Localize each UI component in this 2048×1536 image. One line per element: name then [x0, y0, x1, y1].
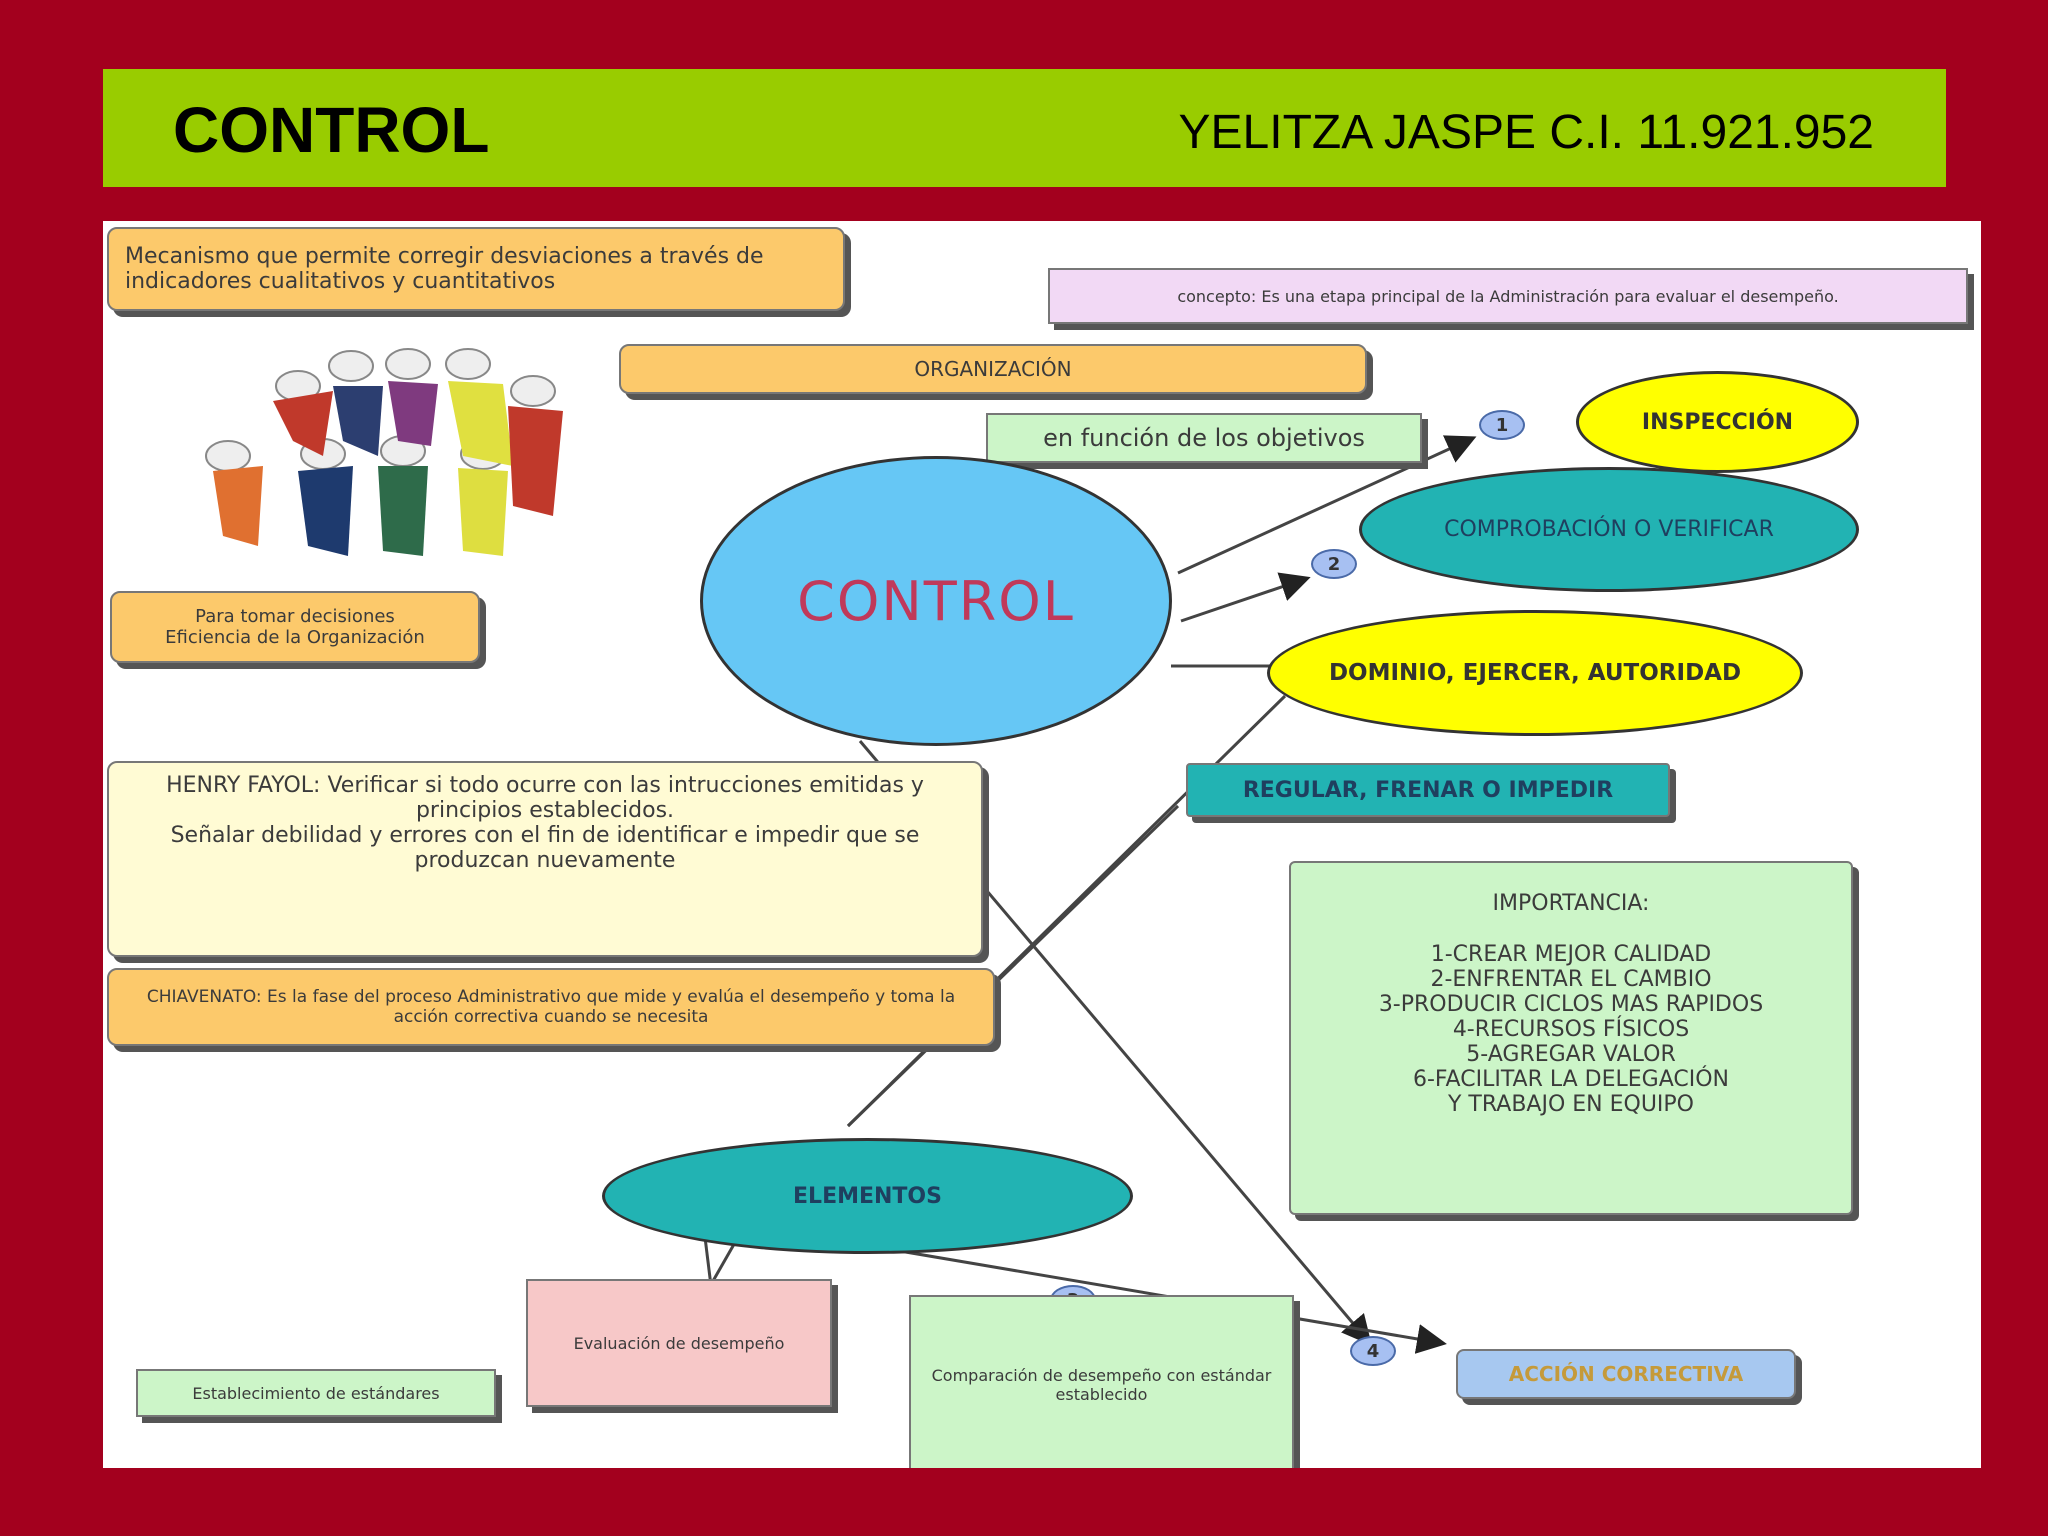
importance-title: IMPORTANCIA: [1492, 891, 1650, 916]
importance-box [1289, 861, 1853, 1215]
inspection-node: INSPECCIÓN [1576, 371, 1859, 473]
definition-box: Mecanismo que permite corregir desviaciones a través de indicadores cualitativos y cuantitativos [107, 227, 845, 311]
decisions-box: Para tomar decisiones Eficiencia de la Organización [110, 591, 480, 663]
step-number-4: 4 [1350, 1336, 1396, 1366]
objectives-box: en función de los objetivos [986, 413, 1422, 463]
importance-item: 1-CREAR MEJOR CALIDAD [1430, 942, 1712, 967]
verify-node: COMPROBACIÓN O VERIFICAR [1359, 467, 1859, 592]
concept-map-panel [103, 221, 1981, 1468]
importance-item: 4-RECURSOS FÍSICOS [1452, 1017, 1690, 1042]
corrective-action-box: ACCIÓN CORRECTIVA [1456, 1349, 1796, 1399]
importance-item: 3-PRODUCIR CICLOS MAS RAPIDOS [1378, 992, 1764, 1017]
concept-box: concepto: Es una etapa principal de la Administración para evaluar el desempeño. [1048, 268, 1968, 324]
control-center-node: CONTROL [700, 456, 1172, 746]
standards-box: Establecimiento de estándares [136, 1369, 496, 1417]
author-label: YELITZA JASPE C.I. 11.921.952 [1178, 106, 1874, 159]
importance-item: 2-ENFRENTAR EL CAMBIO [1430, 967, 1712, 992]
comparison-box: Comparación de desempeño con estándar establecido [909, 1295, 1294, 1468]
title-bar [103, 69, 1946, 187]
elements-node: ELEMENTOS [602, 1138, 1133, 1254]
teamwork-people-image [203, 346, 603, 586]
slide-title: CONTROL [173, 94, 490, 166]
dominate-node: DOMINIO, EJERCER, AUTORIDAD [1267, 610, 1803, 736]
importance-item: 5-AGREGAR VALOR [1466, 1042, 1676, 1067]
fayol-box: HENRY FAYOL: Verificar si todo ocurre con las intrucciones emitidas y principios establecidos. Señalar debilidad y errores con el fin de identificar e impedir que se produzcan nuevamente [107, 761, 983, 957]
regulate-box: REGULAR, FRENAR O IMPEDIR [1186, 763, 1670, 817]
importance-item: 6-FACILITAR LA DELEGACIÓN Y TRABAJO EN EQUIPO [1412, 1067, 1730, 1117]
organization-box: ORGANIZACIÓN [619, 344, 1367, 394]
arrow-to-verify [1181, 579, 1305, 621]
evaluation-box: Evaluación de desempeño [526, 1279, 832, 1407]
step-number-1: 1 [1479, 410, 1525, 440]
chiavenato-box: CHIAVENATO: Es la fase del proceso Administrativo que mide y evalúa el desempeño y toma la acción correctiva cuando se necesita [107, 968, 995, 1046]
step-number-2: 2 [1311, 549, 1357, 579]
